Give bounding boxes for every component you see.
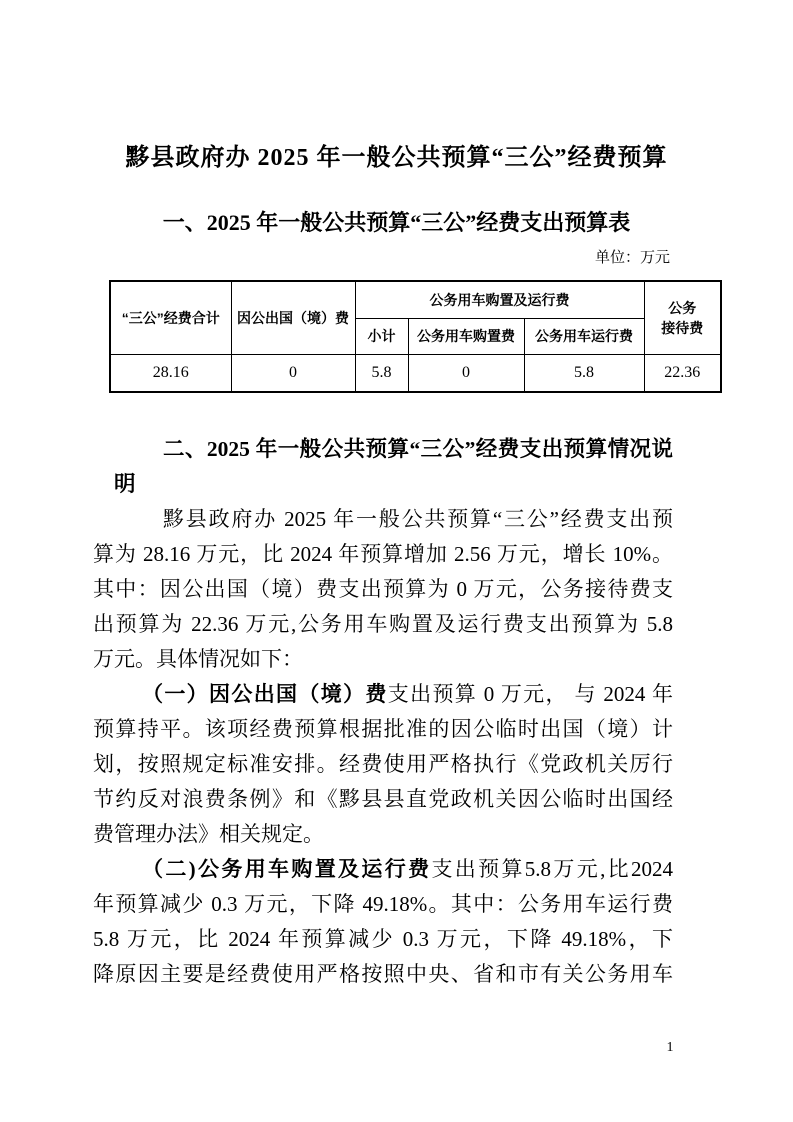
section2-heading-line xyxy=(93,432,673,467)
header-reception-cell xyxy=(644,281,721,355)
table-header-row-1 xyxy=(110,281,721,319)
header-total-cell: “三公”经费合计 xyxy=(110,281,231,355)
value-abroad-cell: 0 xyxy=(231,355,355,393)
text-run: 支出预算5.8万元,比2024 xyxy=(431,857,674,881)
value-vehicle-subtotal-cell: 5.8 xyxy=(355,355,408,393)
text-line xyxy=(93,957,673,992)
text-run: 黟县政府办 2025 年一般公共预算“三公”经费支出预 xyxy=(163,507,673,531)
text-run: 费管理办法》相关规定。 xyxy=(93,822,324,846)
page-number: 1 xyxy=(666,1040,674,1055)
bold-text-run: （一）因公出国（境）费 xyxy=(142,682,388,706)
value-vehicle-operation-cell: 5.8 xyxy=(524,355,644,393)
text-line xyxy=(93,922,673,957)
text-line xyxy=(93,817,673,852)
text-line xyxy=(93,747,673,782)
text-line xyxy=(93,642,673,677)
text-run: 年预算减少 0.3 万元，下降 49.18%。其中：公务用车运行费 xyxy=(93,892,673,916)
text-run: 万元。具体情况如下： xyxy=(93,647,303,671)
table-data-row xyxy=(110,355,721,393)
text-line xyxy=(93,537,673,572)
header-vehicle-purchase-cell: 公务用车购置费 xyxy=(408,319,524,355)
bold-text-run: （二)公务用车购置及运行费 xyxy=(142,857,432,881)
value-vehicle-purchase-cell: 0 xyxy=(408,355,524,393)
text-run: 降原因主要是经费使用严格按照中央、省和市有关公务用车 xyxy=(93,962,673,986)
text-run: 划，按照规定标准安排。经费使用严格执行《党政机关厉行 xyxy=(93,752,673,776)
header-abroad-cell: 因公出国（境）费 xyxy=(231,281,355,355)
header-reception-line1: 公务 xyxy=(668,299,697,316)
bold-text-run: 明 xyxy=(114,472,136,496)
unit-note: 单位：万元 xyxy=(594,250,670,266)
header-vehicle-operation-cell: 公务用车运行费 xyxy=(524,319,644,355)
budget-table xyxy=(109,280,722,393)
text-run: 算为 28.16 万元，比 2024 年预算增加 2.56 万元，增长 10%。 xyxy=(93,542,673,566)
section1-heading: 一、2025 年一般公共预算“三公”经费支出预算表 xyxy=(162,210,631,235)
text-line xyxy=(93,572,673,607)
text-run: 预算持平。该项经费预算根据批准的因公临时出国（境）计 xyxy=(93,717,673,741)
text-line xyxy=(93,712,673,747)
text-line xyxy=(93,607,673,642)
text-run: 节约反对浪费条例》和《黟县县直党政机关因公临时出国经 xyxy=(93,787,673,811)
text-run: 支出预算 0 万元， 与 2024 年 xyxy=(387,682,673,706)
text-run: 5.8 万元，比 2024 年预算减少 0.3 万元，下降 49.18%，下 xyxy=(93,927,673,951)
header-reception-line2: 接待费 xyxy=(661,320,704,336)
text-line xyxy=(93,677,673,712)
bold-text-run: 二、2025 年一般公共预算“三公”经费支出预算情况说 xyxy=(163,437,673,461)
text-line xyxy=(93,782,673,817)
value-total-cell: 28.16 xyxy=(110,355,231,393)
body-text xyxy=(93,432,673,992)
text-line xyxy=(93,887,673,922)
header-vehicle-subtotal-cell: 小计 xyxy=(355,319,408,355)
value-reception-cell: 22.36 xyxy=(644,355,721,393)
text-line xyxy=(93,852,673,887)
section2-heading-line xyxy=(93,467,673,502)
text-run: 出预算为 22.36 万元,公务用车购置及运行费支出预算为 5.8 xyxy=(93,612,673,636)
text-line xyxy=(93,502,673,537)
header-vehicle-group-cell: 公务用车购置及运行费 xyxy=(355,281,644,319)
text-run: 其中：因公出国（境）费支出预算为 0 万元，公务接待费支 xyxy=(93,577,673,601)
document-title: 黟县政府办 2025 年一般公共预算“三公”经费预算 xyxy=(125,145,668,171)
